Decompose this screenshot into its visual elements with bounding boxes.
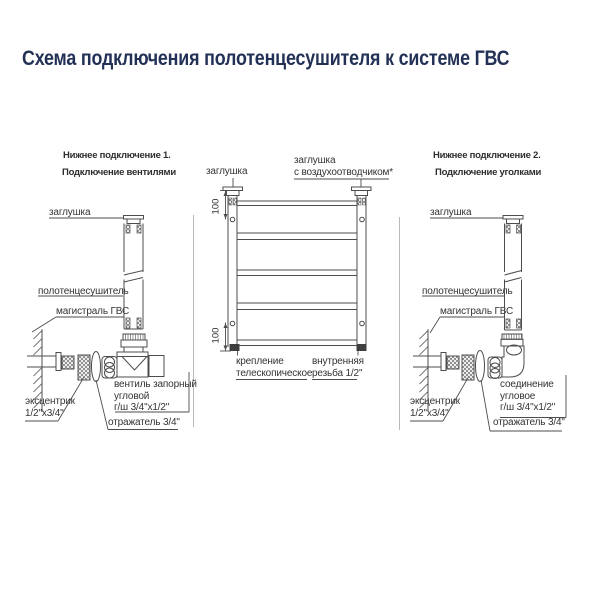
riser-pipe [505,224,522,331]
left-valve-assembly-drawing [20,205,195,435]
union-nut [488,357,502,379]
reflector [92,352,101,382]
center-label-mount-1: крепление [236,356,284,367]
valve-knob [149,356,164,377]
union-nut [102,357,117,379]
left-label-valve-1: вентиль запорный [114,379,197,390]
right-label-corner-3: г/ш 3/4"x1/2" [500,402,556,413]
valve-body [117,352,164,377]
reflector [476,351,485,382]
eccentric [62,355,90,380]
pointer-lines [410,218,566,431]
wall [34,329,43,411]
right-label-plug: заглушка [430,207,472,218]
center-label-thread-1: внутренняя [312,356,364,367]
right-heading-line1: Нижнее подключение 2. [433,150,541,161]
pointer-lines [25,218,189,430]
right-label-corner-2: угловое [500,391,536,402]
center-label-mount-2: телескопическое [236,368,313,379]
left-heading-line1: Нижнее подключение 1. [63,150,171,161]
right-heading-line2: Подключение уголками [435,167,542,178]
right-label-towel-rail: полотенцесушитель [422,286,513,297]
elbow-fitting [502,345,524,377]
page-title: Схема подключения полотенцесушителя к системе ГВС [22,47,510,70]
dimension-bottom [220,323,231,352]
center-label-plug-left: заглушка [206,166,248,177]
plug-cap-right [352,187,372,196]
left-label-towel-rail: полотенцесушитель [38,286,129,297]
left-label-eccentric-2: 1/2"x3/4" [25,408,64,419]
connector-stack [121,334,147,352]
center-dimension-bottom: 100 [210,327,222,344]
left-label-reflector: отражатель 3/4" [108,417,180,428]
left-label-valve-3: г/ш 3/4"x1/2" [114,402,170,413]
eccentric [447,355,474,380]
riser-pipe [124,224,143,330]
right-label-eccentric-1: эксцентрик [410,396,460,407]
connector-stack [501,334,523,346]
supply-pipe [27,353,61,371]
center-dimension-top: 100 [210,198,222,215]
right-label-main: магистраль ГВС [440,306,514,317]
right-label-corner-1: соединение [500,379,554,390]
right-label-eccentric-2: 1/2"x3/4" [410,408,449,419]
rail-frame [228,196,366,348]
plug-cap [124,216,144,224]
center-label-thread-2: резьба 1/2" [312,368,363,379]
towel-rail-drawing [200,178,400,385]
right-label-reflector: отражатель 3/4" [493,417,565,428]
plug-cap [503,216,523,224]
supply-pipe [413,353,446,371]
left-label-eccentric-1: эксцентрик [25,396,75,407]
left-label-main: магистраль ГВС [56,306,130,317]
wall [420,329,429,411]
left-label-plug: заглушка [49,207,91,218]
left-label-valve-2: угловой [114,391,150,402]
right-elbow-assembly-drawing [405,205,600,435]
center-label-airvent-1: заглушка [294,155,336,166]
center-label-airvent-2: с воздухоотводчиком* [294,167,393,178]
left-heading-line2: Подключение вентилями [62,167,176,178]
